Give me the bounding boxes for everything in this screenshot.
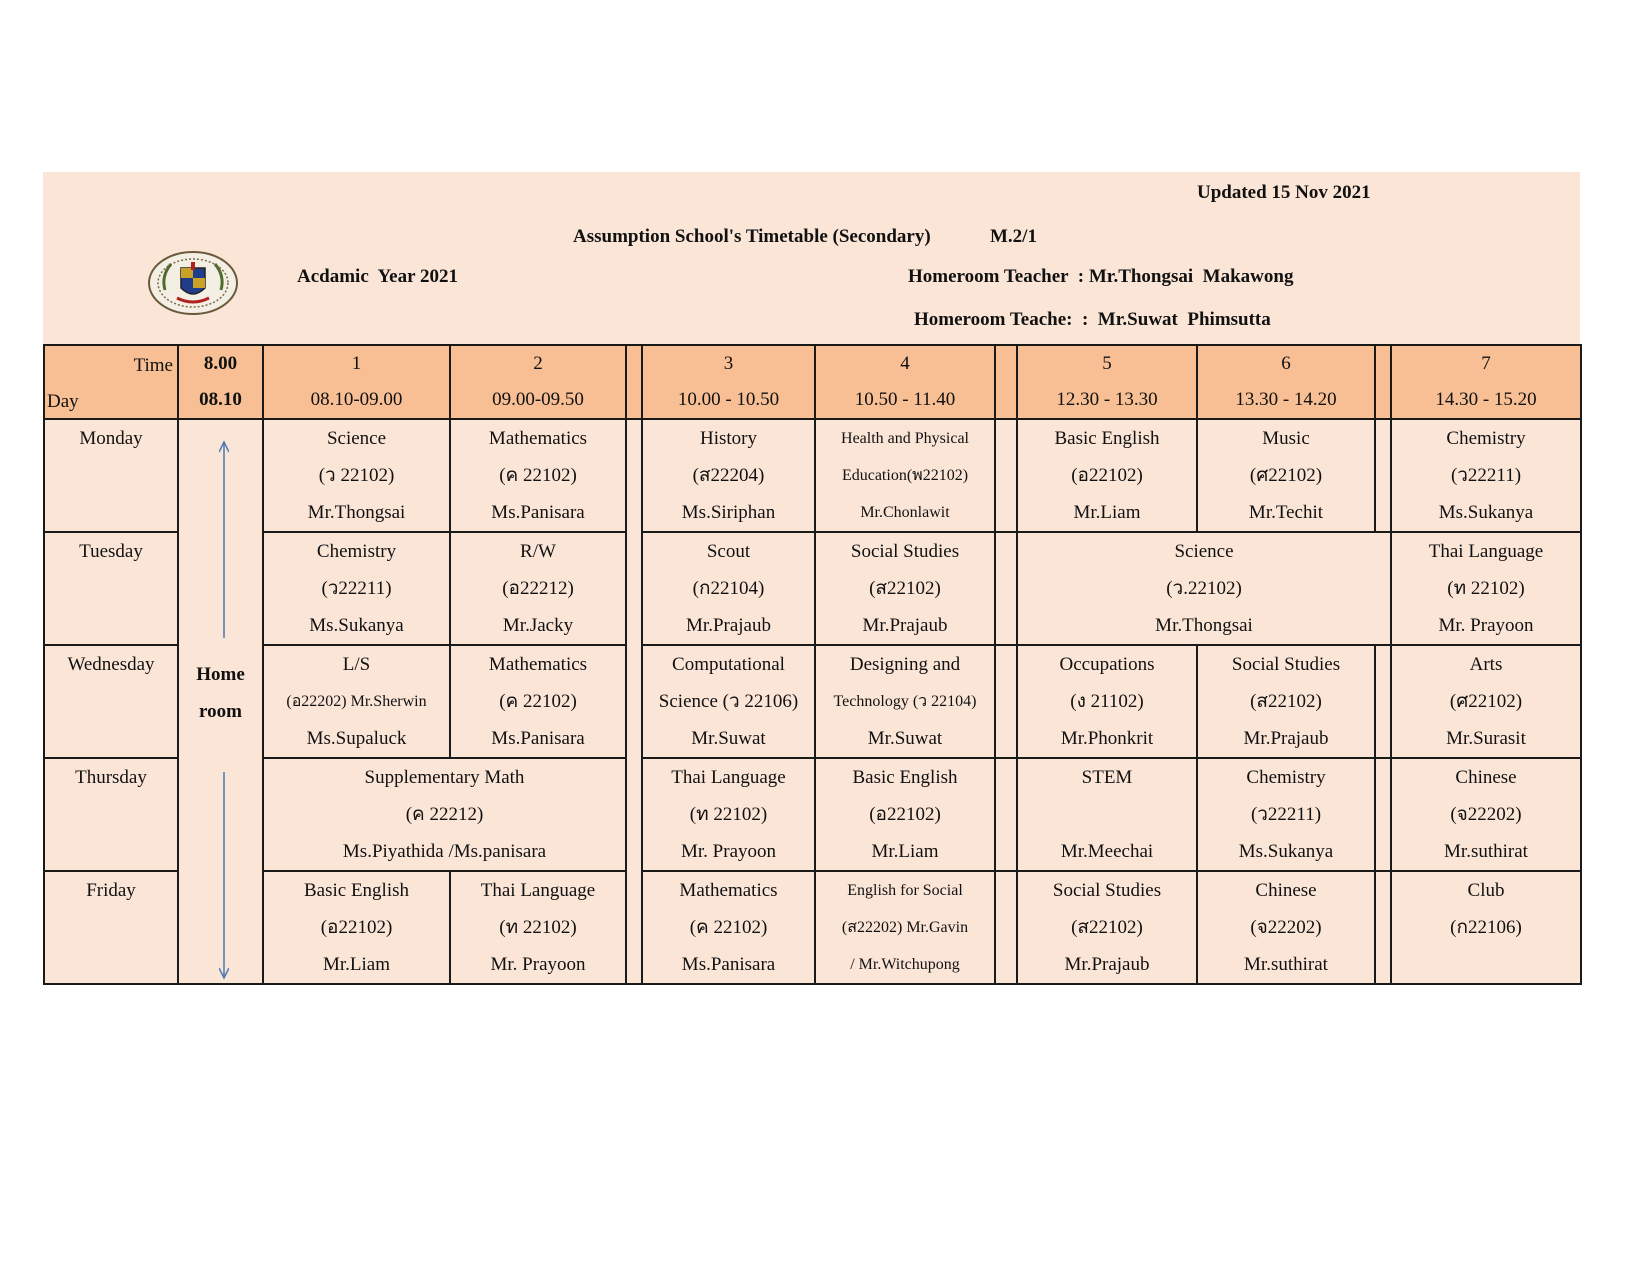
period-header-2: 2 09.00-09.50 bbox=[450, 345, 626, 419]
time-label: Time bbox=[133, 355, 173, 376]
homeroom-label: Home bbox=[196, 664, 245, 685]
class-cell: English for Social (ส22202) Mr.Gavin / Mr.Witchupong bbox=[815, 871, 995, 984]
class-cell: Basic English (อ22102) Mr.Liam bbox=[1017, 419, 1197, 532]
homeroom-teacher-2: Homeroom Teache: : Mr.Suwat Phimsutta bbox=[914, 309, 1271, 330]
homeroom-cell bbox=[178, 419, 263, 984]
updated-date: Updated 15 Nov 2021 bbox=[1197, 182, 1371, 203]
class-cell: Computational Science (ว 22106) Mr.Suwat bbox=[642, 645, 815, 758]
class-label: M.2/1 bbox=[990, 226, 1037, 247]
day-row-thursday bbox=[44, 758, 1581, 871]
class-cell: Science (ว.22102) Mr.Thongsai bbox=[1017, 532, 1391, 645]
arrow-up-icon bbox=[219, 440, 229, 640]
homeroom-teacher-1: Homeroom Teacher : Mr.Thongsai Makawong bbox=[908, 266, 1294, 287]
class-cell: Chemistry (ว22211) Ms.Sukanya bbox=[1391, 419, 1581, 532]
class-cell: Chemistry (ว22211) Ms.Sukanya bbox=[1197, 758, 1375, 871]
break-column bbox=[1375, 419, 1391, 532]
class-cell: Mathematics (ค 22102) Ms.Panisara bbox=[450, 419, 626, 532]
lunch-column bbox=[995, 871, 1017, 984]
homeroom-label: room bbox=[199, 701, 242, 722]
period-header-1: 1 08.10-09.00 bbox=[263, 345, 450, 419]
period-header-4: 4 10.50 - 11.40 bbox=[815, 345, 995, 419]
break-column bbox=[626, 345, 642, 419]
class-cell: Chemistry (ว22211) Ms.Sukanya bbox=[263, 532, 450, 645]
class-cell: Social Studies (ส22102) Mr.Prajaub bbox=[1017, 871, 1197, 984]
corner-cell bbox=[44, 345, 178, 419]
class-cell: STEM Mr.Meechai bbox=[1017, 758, 1197, 871]
day-row-friday bbox=[44, 871, 1581, 984]
page-title: Assumption School's Timetable (Secondary) bbox=[573, 226, 931, 247]
class-cell: Thai Language (ท 22102) Mr. Prayoon bbox=[642, 758, 815, 871]
class-cell: Basic English (อ22102) Mr.Liam bbox=[815, 758, 995, 871]
class-cell: Mathematics (ค 22102) Ms.Panisara bbox=[450, 645, 626, 758]
day-label: Day bbox=[47, 391, 79, 412]
header-row bbox=[44, 345, 1581, 419]
day-name: Friday bbox=[44, 871, 178, 984]
homeroom-time-header: 8.00 08.10 bbox=[178, 345, 263, 419]
academic-year: Acdamic Year 2021 bbox=[297, 266, 458, 287]
class-cell: Scout (ก22104) Mr.Prajaub bbox=[642, 532, 815, 645]
timetable-sheet bbox=[43, 172, 1580, 978]
period-header-6: 6 13.30 - 14.20 bbox=[1197, 345, 1375, 419]
class-cell: Basic English (อ22102) Mr.Liam bbox=[263, 871, 450, 984]
class-cell: Mathematics (ค 22102) Ms.Panisara bbox=[642, 871, 815, 984]
class-cell: History (ส22204) Ms.Siriphan bbox=[642, 419, 815, 532]
period-header-5: 5 12.30 - 13.30 bbox=[1017, 345, 1197, 419]
day-name: Tuesday bbox=[44, 532, 178, 645]
class-cell: Health and Physical Education(พ22102) Mr.Chonlawit bbox=[815, 419, 995, 532]
period-header-7: 7 14.30 - 15.20 bbox=[1391, 345, 1581, 419]
day-name: Monday bbox=[44, 419, 178, 532]
class-cell: Occupations (ง 21102) Mr.Phonkrit bbox=[1017, 645, 1197, 758]
break-column bbox=[626, 419, 642, 984]
class-cell: Club (ก22106) bbox=[1391, 871, 1581, 984]
class-cell: Social Studies (ส22102) Mr.Prajaub bbox=[1197, 645, 1375, 758]
day-name: Thursday bbox=[44, 758, 178, 871]
class-cell: Arts (ศ22102) Mr.Surasit bbox=[1391, 645, 1581, 758]
class-cell: Chinese (จ22202) Mr.suthirat bbox=[1197, 871, 1375, 984]
day-row-wednesday bbox=[44, 645, 1581, 758]
day-row-tuesday bbox=[44, 532, 1581, 645]
school-crest-icon bbox=[147, 250, 239, 316]
break-column bbox=[1375, 345, 1391, 419]
class-cell: Designing and Technology (ว 22104) Mr.Suwat bbox=[815, 645, 995, 758]
lunch-column bbox=[995, 532, 1017, 645]
period-header-3: 3 10.00 - 10.50 bbox=[642, 345, 815, 419]
class-cell: Thai Language (ท 22102) Mr. Prayoon bbox=[450, 871, 626, 984]
header-band bbox=[43, 172, 1580, 344]
class-cell: Chinese (จ22202) Mr.suthirat bbox=[1391, 758, 1581, 871]
day-row-monday bbox=[44, 419, 1581, 532]
break-column bbox=[1375, 645, 1391, 758]
class-cell: Social Studies (ส22102) Mr.Prajaub bbox=[815, 532, 995, 645]
arrow-down-icon bbox=[219, 770, 229, 982]
class-cell: Supplementary Math (ค 22212) Ms.Piyathida /Ms.panisara bbox=[263, 758, 626, 871]
class-cell: Music (ศ22102) Mr.Techit bbox=[1197, 419, 1375, 532]
lunch-column bbox=[995, 645, 1017, 758]
lunch-column bbox=[995, 345, 1017, 419]
lunch-column bbox=[995, 419, 1017, 532]
day-name: Wednesday bbox=[44, 645, 178, 758]
class-cell: R/W (อ22212) Mr.Jacky bbox=[450, 532, 626, 645]
break-column bbox=[1375, 871, 1391, 984]
class-cell: Thai Language (ท 22102) Mr. Prayoon bbox=[1391, 532, 1581, 645]
lunch-column bbox=[995, 758, 1017, 871]
break-column bbox=[1375, 758, 1391, 871]
class-cell: L/S (อ22202) Mr.Sherwin Ms.Supaluck bbox=[263, 645, 450, 758]
timetable bbox=[43, 344, 1582, 985]
class-cell: Science (ว 22102) Mr.Thongsai bbox=[263, 419, 450, 532]
